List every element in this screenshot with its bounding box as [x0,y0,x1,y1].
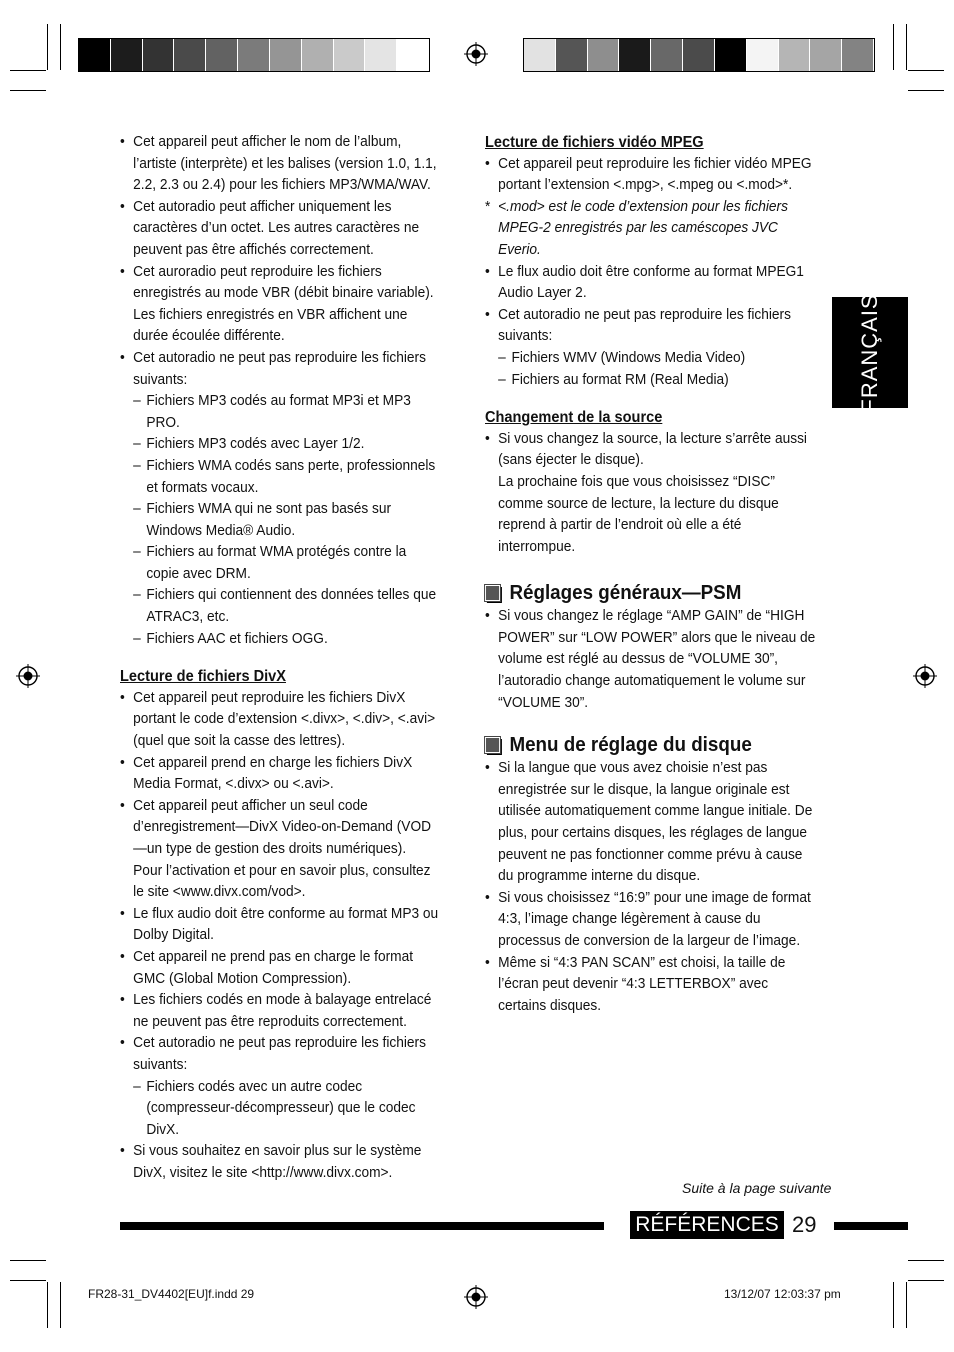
section-heading-divx: Lecture de fichiers DivX [120,668,286,686]
crop-mark [60,1282,61,1328]
list-item: • Cet appareil peut reproduire les fichiers DivX portant le code d’extension <.divx>, <.div>, <.avi> (quel que soit la casse des lettres). [120,689,436,750]
list-item: • Si vous souhaitez en savoir plus sur le système DivX, visitez le site <http://www.divx.com>. [120,1143,422,1181]
color-swatch [206,39,238,71]
crop-mark [908,90,944,91]
crop-mark [906,24,907,70]
crop-mark [908,1280,944,1281]
registration-mark-icon [464,42,488,66]
color-swatch [143,39,175,71]
list-item: • Le flux audio doit être conforme au format MPEG1 Audio Layer 2. [485,263,804,302]
right-column [485,132,819,1017]
sub-item: – Fichiers codés avec un autre codec (compresseur-décompresseur) que le codec DivX. [133,1078,416,1138]
footer-rule-right [834,1222,908,1230]
section-heading-mpeg: Lecture de fichiers vidéo MPEG [485,134,704,151]
page-number: 29 [792,1212,817,1237]
list-item: • Cet autoradio peut afficher uniquement les caractères d’un octet. Les autres caractères ne peuvent pas être affichés correctement. [120,198,420,258]
sub-item: – Fichiers WMV (Windows Media Video) [498,349,746,366]
crop-mark [10,1280,46,1281]
color-swatch [842,39,874,71]
left-column [120,132,440,1185]
section-heading-disc-menu: Menu de réglage du disque [485,732,819,758]
crop-mark [893,1282,894,1328]
color-swatch [683,39,715,71]
sub-item: – Fichiers AAC et fichiers OGG. [133,630,328,647]
crop-mark [906,1282,907,1328]
section-heading-source: Changement de la source [485,409,663,427]
list-item: • Le flux audio doit être conforme au format MP3 ou Dolby Digital. [120,905,439,944]
language-tab [832,292,908,413]
sub-item: – Fichiers WMA qui ne sont pas basés sur Windows Media® Audio. [133,501,392,539]
list-item: • Cet auroradio peut reproduire les fichiers enregistrés au mode VBR (débit binaire variable). Les fichiers enregistrés en VBR affichent une durée écoulée différente. [120,263,434,345]
color-swatch [779,39,811,71]
color-bar-left [78,38,430,72]
color-swatch [619,39,651,71]
list-item: • Cet appareil peut afficher un seul code d’enregistrement—DivX Video-on-Demand (VOD—un type de gestion des droits numériques). Pour l’activation et pour en savoir plus, consultez le site <www.divx.com/vod>. [120,797,432,901]
slug-filename: FR28-31_DV4402[EU]f.indd 29 [88,1287,255,1301]
language-tab-label: FRANÇAIS [857,292,882,413]
crop-mark [60,24,61,70]
color-swatch [556,39,588,71]
footnote: * <.mod> est le code d’extension pour les fichiers MPEG-2 enregistrés par les caméscopes JVC Everio. [485,198,788,258]
sub-item: – Fichiers WMA codés sans perte, professionnels et formats vocaux. [133,457,436,496]
list-item: • Cet appareil peut reproduire les fichier vidéo MPEG portant l’extension <.mpg>, <.mpeg ou <.mod>*. [485,155,812,194]
color-swatch [715,39,747,71]
list-item: • Cet autoradio ne peut pas reproduire les fichiers suivants: [485,306,791,345]
color-swatch [651,39,683,71]
section-heading-psm: Réglages généraux—PSM [485,580,819,606]
color-swatch [810,39,842,71]
list-item: • Si la langue que vous avez choisie n’est pas enregistrée sur le disque, la langue originale est utilisée automatiquement comme langue initiale. De plus, pour certains disques, les réglages de langue peuvent ne pas fonctionner comme prévu à cause du programme interne du disque. [485,760,813,885]
color-swatch [747,39,779,71]
crop-mark [10,70,46,71]
section-label: RÉFÉRENCES [630,1211,784,1239]
sub-item: – Fichiers MP3 codés au format MP3i et MP3 PRO. [133,393,411,431]
crop-mark [908,70,944,71]
list-item: • Si vous changez la source, la lecture s’arrête aussi (sans éjecter le disque). La prochaine fois que vous choisissez “DISC” comme source de lecture, la lecture du disque reprend à partir de l’endroit où elle a été interrompue. [485,430,807,555]
sub-item: – Fichiers au format RM (Real Media) [498,371,729,388]
color-swatch [302,39,334,71]
continued-note: Suite à la page suivante [682,1180,832,1196]
crop-mark [47,24,48,70]
color-swatch [270,39,302,71]
list-item: • Cet appareil ne prend pas en charge le format GMC (Global Motion Compression). [120,948,414,987]
crop-mark [908,1260,944,1261]
crop-mark [10,1260,46,1261]
list-item: • Si vous changez le réglage “AMP GAIN” de “HIGH POWER” sur “LOW POWER” alors que le niveau de volume est réglé au dessus de “VOLUME 30”, l’autoradio change automatiquement le volume sur “VOLUME 30”. [485,608,816,711]
color-swatch [334,39,366,71]
list-item: • Cet autoradio ne peut pas reproduire les fichiers suivants: [120,349,426,388]
registration-mark-icon [913,664,937,688]
color-bar-right [523,38,875,72]
color-swatch [365,39,397,71]
slug-date: 13/12/07 12:03:37 pm [724,1287,841,1301]
registration-mark-icon [16,664,40,688]
color-swatch [111,39,143,71]
list-item: • Cet appareil peut afficher le nom de l’album, l’artiste (interprète) et les balises (version 1.0, 1.1, 2.2, 2.3 ou 2.4) pour les fichiers MP3/WMA/WAV. [120,134,437,194]
list-item: • Cet appareil prend en charge les fichiers DivX Media Format, <.divx> ou <.avi>. [120,754,413,793]
square-bullet-icon [485,585,500,601]
registration-mark-icon [464,1285,488,1309]
crop-mark [10,90,46,91]
sub-item: – Fichiers qui contiennent des données telles que ATRAC3, etc. [133,587,437,626]
list-item: • Même si “4:3 PAN SCAN” est choisi, la taille de l’écran peut devenir “4:3 LETTERBOX” avec certains disques. [485,954,786,1014]
color-swatch [238,39,270,71]
list-item: • Cet autoradio ne peut pas reproduire les fichiers suivants: [120,1035,426,1073]
footer-rule-left [120,1222,604,1230]
list-item: • Si vous choisissez “16:9” pour une image de format 4:3, l’image change légèrement à cause du processus de conversion de la largeur de l’image. [485,889,811,949]
color-swatch [174,39,206,71]
crop-mark [47,1282,48,1328]
color-swatch [524,39,556,71]
list-item: • Les fichiers codés en mode à balayage entrelacé ne peuvent pas être reproduits correctement. [120,992,432,1030]
sub-item: – Fichiers au format WMA protégés contre la copie avec DRM. [133,544,407,582]
crop-mark [893,24,894,70]
color-swatch [397,39,429,71]
color-swatch [588,39,620,71]
color-swatch [79,39,111,71]
sub-item: – Fichiers MP3 codés avec Layer 1/2. [133,436,365,453]
square-bullet-icon [485,737,500,753]
